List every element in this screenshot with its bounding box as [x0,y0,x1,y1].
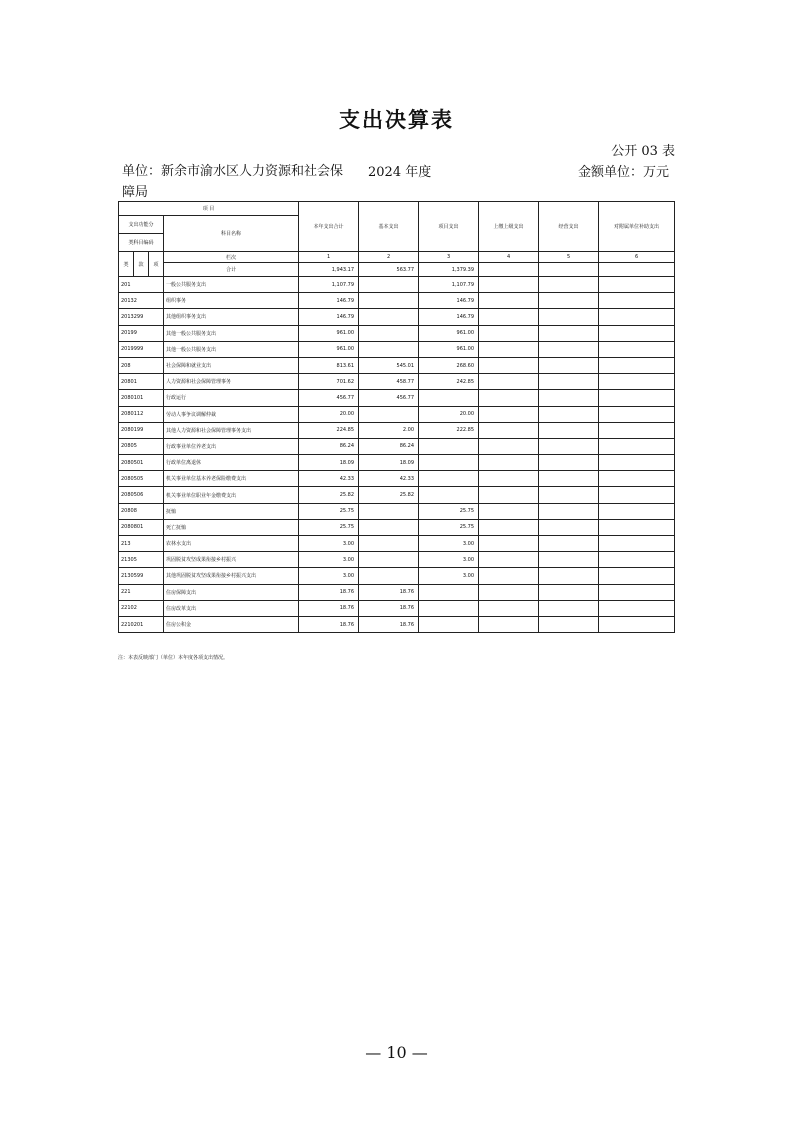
operating-expense-cell [539,325,599,341]
table-row [119,309,675,325]
total-cell [599,263,675,277]
basic-expense-cell: 42.33 [359,471,419,487]
project-expense-cell: 20.00 [419,406,479,422]
upper-payment-cell [479,487,539,503]
project-expense-cell: 242.85 [419,374,479,390]
report-year: 2024 年度 [368,165,432,180]
col-number-4: 4 [479,252,539,263]
subsidiary-subsidy-cell [599,422,675,438]
basic-expense-cell [359,341,419,357]
project-expense-cell: 268.60 [419,357,479,373]
basic-expense-cell [359,552,419,568]
header-kuan: 款 [134,252,149,277]
operating-expense-cell [539,584,599,600]
upper-payment-cell [479,519,539,535]
table-row [119,374,675,390]
basic-expense-cell [359,568,419,584]
header-xiang: 项 [149,252,164,277]
subject-name-cell: 农林水支出 [164,536,299,552]
subject-name-cell: 行政单位离退休 [164,455,299,471]
subsidiary-subsidy-cell [599,293,675,309]
table-row [119,616,675,632]
project-expense-cell: 3.00 [419,552,479,568]
total-expense-cell: 18.76 [299,584,359,600]
total-expense-cell: 146.79 [299,293,359,309]
subject-name-cell: 抚恤 [164,503,299,519]
operating-expense-cell [539,471,599,487]
upper-payment-cell [479,422,539,438]
subject-code-cell: 2080199 [119,422,164,438]
project-expense-cell [419,455,479,471]
upper-payment-cell [479,455,539,471]
upper-payment-cell [479,616,539,632]
subsidiary-subsidy-cell [599,406,675,422]
project-expense-cell: 146.79 [419,309,479,325]
total-expense-cell: 701.62 [299,374,359,390]
subject-code-cell: 20808 [119,503,164,519]
total-expense-cell: 3.00 [299,568,359,584]
total-expense-cell: 456.77 [299,390,359,406]
table-row [119,357,675,373]
subject-name-cell: 其他一般公共服务支出 [164,341,299,357]
table-row [119,293,675,309]
project-expense-cell: 961.00 [419,325,479,341]
subject-name-cell: 一般公共服务支出 [164,277,299,293]
header-func-class-line2: 类科目编码 [119,234,164,252]
project-expense-cell: 146.79 [419,293,479,309]
total-expense-cell: 18.09 [299,455,359,471]
total-expense-cell: 1,107.79 [299,277,359,293]
total-expense-cell: 18.76 [299,616,359,632]
subject-name-cell: 住房改革支出 [164,600,299,616]
subject-code-cell: 2080801 [119,519,164,535]
project-expense-cell [419,390,479,406]
project-expense-cell [419,616,479,632]
upper-payment-cell [479,600,539,616]
col-number-1: 1 [299,252,359,263]
table-row [119,503,675,519]
total-expense-cell: 3.00 [299,552,359,568]
total-label: 合计 [164,263,299,277]
project-expense-cell: 961.00 [419,341,479,357]
header-lei: 类 [119,252,134,277]
subject-name-cell: 劳动人事争议调解仲裁 [164,406,299,422]
col-number-3: 3 [419,252,479,263]
basic-expense-cell: 86.24 [359,438,419,454]
col-number-6: 6 [599,252,675,263]
operating-expense-cell [539,293,599,309]
total-expense-cell: 25.82 [299,487,359,503]
upper-payment-cell [479,390,539,406]
basic-expense-cell: 2.00 [359,422,419,438]
total-cell: 1,379.39 [419,263,479,277]
table-row [119,536,675,552]
subject-name-cell: 机关事业单位职业年金缴费支出 [164,487,299,503]
subject-name-cell: 其他巩固脱贫攻坚成果衔接乡村振兴支出 [164,568,299,584]
subject-code-cell: 2080112 [119,406,164,422]
upper-payment-cell [479,341,539,357]
subsidiary-subsidy-cell [599,600,675,616]
table-row [119,584,675,600]
project-expense-cell: 3.00 [419,568,479,584]
col-number-5: 5 [539,252,599,263]
operating-expense-cell [539,374,599,390]
page-number: — 10 — [365,1043,428,1062]
upper-payment-cell [479,536,539,552]
subsidiary-subsidy-cell [599,455,675,471]
subsidiary-subsidy-cell [599,616,675,632]
subject-code-cell: 20199 [119,325,164,341]
total-cell: 563.77 [359,263,419,277]
upper-payment-cell [479,357,539,373]
upper-payment-cell [479,325,539,341]
subject-name-cell: 人力资源和社会保障管理事务 [164,374,299,390]
upper-payment-cell [479,552,539,568]
table-row [119,422,675,438]
amount-unit: 金额单位：万元 [577,165,669,180]
basic-expense-cell: 18.76 [359,600,419,616]
operating-expense-cell [539,503,599,519]
subsidiary-subsidy-cell [599,374,675,390]
upper-payment-cell [479,568,539,584]
upper-payment-cell [479,584,539,600]
project-expense-cell [419,600,479,616]
subject-code-cell: 213 [119,536,164,552]
col-header-6: 对附属单位补助支出 [599,202,675,252]
subject-code-cell: 20805 [119,438,164,454]
project-expense-cell: 3.00 [419,536,479,552]
subject-code-cell: 208 [119,357,164,373]
operating-expense-cell [539,519,599,535]
table-row [119,406,675,422]
subsidiary-subsidy-cell [599,277,675,293]
project-expense-cell [419,584,479,600]
project-expense-cell [419,438,479,454]
subject-name-cell: 社会保障和就业支出 [164,357,299,373]
operating-expense-cell [539,357,599,373]
subject-code-cell: 2013299 [119,309,164,325]
table-row [119,552,675,568]
basic-expense-cell [359,325,419,341]
upper-payment-cell [479,293,539,309]
total-expense-cell: 3.00 [299,536,359,552]
upper-payment-cell [479,471,539,487]
operating-expense-cell [539,455,599,471]
total-expense-cell: 961.00 [299,341,359,357]
project-expense-cell: 1,107.79 [419,277,479,293]
subsidiary-subsidy-cell [599,357,675,373]
table-row [119,600,675,616]
subject-code-cell: 2210201 [119,616,164,632]
page-title: 支出决算表 [339,108,454,132]
total-expense-cell: 961.00 [299,325,359,341]
operating-expense-cell [539,406,599,422]
subsidiary-subsidy-cell [599,438,675,454]
table-row [119,471,675,487]
col-header-4: 上缴上级支出 [479,202,539,252]
operating-expense-cell [539,341,599,357]
subsidiary-subsidy-cell [599,341,675,357]
total-expense-cell: 18.76 [299,600,359,616]
total-expense-cell: 146.79 [299,309,359,325]
col-header-3: 项目支出 [419,202,479,252]
total-expense-cell: 813.61 [299,357,359,373]
table-note: 注：本表反映部门（单位）本年度各项支出情况。 [118,655,229,661]
subsidiary-subsidy-cell [599,390,675,406]
operating-expense-cell [539,568,599,584]
header-func-class-line1: 支出功能分 [119,216,164,234]
subject-name-cell: 组织事务 [164,293,299,309]
col-header-5: 经营支出 [539,202,599,252]
operating-expense-cell [539,309,599,325]
table-row [119,519,675,535]
basic-expense-cell: 458.77 [359,374,419,390]
subsidiary-subsidy-cell [599,584,675,600]
form-number: 公开 03 表 [611,144,675,159]
operating-expense-cell [539,536,599,552]
basic-expense-cell [359,277,419,293]
subject-name-cell: 住房公积金 [164,616,299,632]
basic-expense-cell [359,309,419,325]
table-row [119,341,675,357]
subsidiary-subsidy-cell [599,309,675,325]
table-row [119,438,675,454]
project-expense-cell [419,487,479,503]
total-expense-cell: 224.85 [299,422,359,438]
subject-code-cell: 2019999 [119,341,164,357]
operating-expense-cell [539,487,599,503]
subsidiary-subsidy-cell [599,503,675,519]
basic-expense-cell: 18.76 [359,616,419,632]
basic-expense-cell: 18.76 [359,584,419,600]
subject-code-cell: 2130599 [119,568,164,584]
total-expense-cell: 20.00 [299,406,359,422]
total-expense-cell: 42.33 [299,471,359,487]
subject-name-cell: 其他人力资源和社会保障管理事务支出 [164,422,299,438]
project-expense-cell: 25.75 [419,503,479,519]
subsidiary-subsidy-cell [599,471,675,487]
table-row [119,390,675,406]
subject-code-cell: 20801 [119,374,164,390]
subject-name-cell: 巩固脱贫攻坚成果衔接乡村振兴 [164,552,299,568]
upper-payment-cell [479,503,539,519]
basic-expense-cell: 25.82 [359,487,419,503]
basic-expense-cell: 18.09 [359,455,419,471]
subject-code-cell: 2080506 [119,487,164,503]
basic-expense-cell: 545.01 [359,357,419,373]
basic-expense-cell [359,536,419,552]
header-lanci: 栏次 [164,252,299,263]
upper-payment-cell [479,277,539,293]
total-expense-cell: 25.75 [299,519,359,535]
subject-code-cell: 22102 [119,600,164,616]
operating-expense-cell [539,600,599,616]
subject-code-cell: 2080101 [119,390,164,406]
subject-name-cell: 机关事业单位基本养老保险缴费支出 [164,471,299,487]
subject-name-cell: 行政事业单位养老支出 [164,438,299,454]
reporting-unit: 单位：新余市渝水区人力资源和社会保障局 [122,164,344,200]
subject-code-cell: 20132 [119,293,164,309]
operating-expense-cell [539,552,599,568]
header-item: 项 目 [119,202,299,216]
operating-expense-cell [539,422,599,438]
subject-code-cell: 2080501 [119,455,164,471]
upper-payment-cell [479,438,539,454]
total-cell: 1,943.17 [299,263,359,277]
subject-name-cell: 死亡抚恤 [164,519,299,535]
subject-code-cell: 2080505 [119,471,164,487]
subject-code-cell: 221 [119,584,164,600]
subsidiary-subsidy-cell [599,568,675,584]
basic-expense-cell [359,293,419,309]
header-subject-name: 科目名称 [164,216,299,252]
subsidiary-subsidy-cell [599,552,675,568]
basic-expense-cell: 456.77 [359,390,419,406]
subject-code-cell: 201 [119,277,164,293]
basic-expense-cell [359,519,419,535]
table-row [119,568,675,584]
basic-expense-cell [359,503,419,519]
subsidiary-subsidy-cell [599,519,675,535]
total-cell [539,263,599,277]
col-header-1: 本年支出合计 [299,202,359,252]
basic-expense-cell [359,406,419,422]
table-row [119,325,675,341]
project-expense-cell: 222.85 [419,422,479,438]
upper-payment-cell [479,374,539,390]
subsidiary-subsidy-cell [599,536,675,552]
expenditure-table [118,201,675,633]
col-header-2: 基本支出 [359,202,419,252]
subsidiary-subsidy-cell [599,487,675,503]
col-number-2: 2 [359,252,419,263]
operating-expense-cell [539,438,599,454]
operating-expense-cell [539,390,599,406]
table-row [119,277,675,293]
total-cell [479,263,539,277]
total-expense-cell: 25.75 [299,503,359,519]
upper-payment-cell [479,309,539,325]
project-expense-cell [419,471,479,487]
project-expense-cell: 25.75 [419,519,479,535]
subject-name-cell: 其他组织事务支出 [164,309,299,325]
operating-expense-cell [539,616,599,632]
subsidiary-subsidy-cell [599,325,675,341]
subject-name-cell: 行政运行 [164,390,299,406]
operating-expense-cell [539,277,599,293]
upper-payment-cell [479,406,539,422]
table-row [119,455,675,471]
subject-code-cell: 21305 [119,552,164,568]
table-row [119,487,675,503]
total-expense-cell: 86.24 [299,438,359,454]
subject-name-cell: 其他一般公共服务支出 [164,325,299,341]
subject-name-cell: 住房保障支出 [164,584,299,600]
